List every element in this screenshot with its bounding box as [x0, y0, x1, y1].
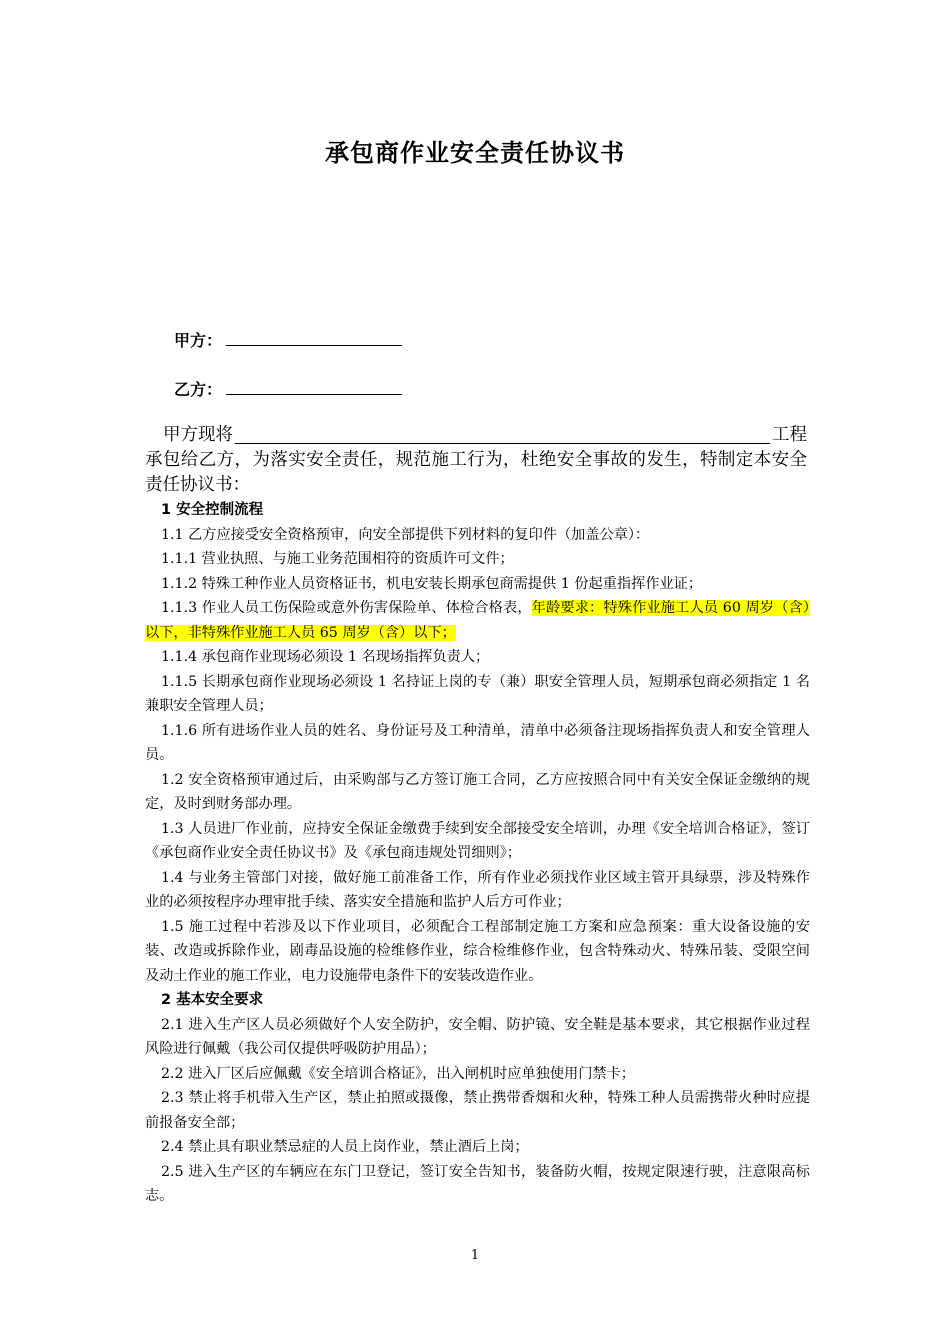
clause-2-5: 2.5 进入生产区的车辆应在东门卫登记，签订安全告知书，装备防火帽，按规定限速行驶，注意限高标志。 — [145, 1163, 810, 1204]
intro-prefix: 甲方现将 — [163, 425, 233, 445]
party-b-row — [174, 377, 402, 400]
clause-1-1-2: 1.1.2 特殊工种作业人员资格证书，机电安装长期承包商需提供 1 份起重指挥作业证； — [161, 575, 703, 592]
clause-1-1-6: 1.1.6 所有进场作业人员的姓名、身份证号及工种清单，清单中必须备注现场指挥负责人和安全管理人员。 — [145, 722, 810, 763]
intro-suffix: 工程 — [772, 425, 807, 445]
clause-1-1-1: 1.1.1 营业执照、与施工业务范围相符的资质许可文件； — [161, 551, 514, 567]
clause-1-1-4: 1.1.4 承包商作业现场必须设 1 名现场指挥负责人； — [161, 649, 490, 665]
clause-1-1: 1.1 乙方应接受安全资格预审，向安全部提供下列材料的复印件（加盖公章）： — [161, 526, 650, 543]
clause-1-1-3-text: 1.1.3 作业人员工伤保险或意外伤害保险单、体检合格表， — [161, 600, 532, 616]
document-body — [145, 498, 810, 1209]
age-requirement-highlight: 年龄要求：特殊作业施工人员 60 周岁（含）以下，非特殊作业施工人员 65 周岁（含）以下； — [145, 600, 810, 641]
clause-1-2: 1.2 安全资格预审通过后，由采购部与乙方签订施工合同，乙方应按照合同中有关安全保证金缴纳的规定，及时到财务部办理。 — [145, 771, 810, 812]
party-b-label: 乙方： — [174, 380, 223, 399]
clause-2-2: 2.2 进入厂区后应佩戴《安全培训合格证》，出入闸机时应单独使用门禁卡； — [161, 1065, 635, 1082]
clause-1-1-5: 1.1.5 长期承包商作业现场必须设 1 名持证上岗的专（兼）职安全管理人员，短期承包商必须指定 1 名兼职安全管理人员； — [145, 673, 810, 714]
clause-2-4: 2.4 禁止具有职业禁忌症的人员上岗作业，禁止酒后上岗； — [161, 1139, 529, 1155]
intro-rest: 承包给乙方，为落实安全责任，规范施工行为，杜绝安全事故的发生，特制定本安全责任协议书： — [145, 450, 807, 495]
clause-1-4: 1.4 与业务主管部门对接，做好施工前准备工作，所有作业必须找作业区域主管开具绿票，涉及特殊作业的必须按程序办理审批手续、落实安全措施和监护人后方可作业； — [145, 869, 810, 910]
clause-1-1-3 — [145, 596, 810, 645]
party-a-row — [174, 328, 402, 351]
party-b-blank — [226, 378, 402, 395]
intro-first-line — [145, 423, 807, 448]
page-number: 1 — [470, 1248, 480, 1263]
project-name-blank — [235, 423, 770, 444]
document-title: 承包商作业安全责任协议书 — [325, 139, 625, 167]
party-a-label: 甲方： — [174, 331, 223, 350]
section-heading-2: 2 基本安全要求 — [161, 992, 264, 1008]
clause-2-3: 2.3 禁止将手机带入生产区，禁止拍照或摄像，禁止携带香烟和火种，特殊工种人员需携带火种时应提前报备安全部； — [145, 1090, 810, 1131]
section-heading-1: 1 安全控制流程 — [161, 502, 264, 518]
clause-1-3: 1.3 人员进厂作业前，应持安全保证金缴费手续到安全部接受安全培训，办理《安全培训合格证》，签订《承包商作业安全责任协议书》及《承包商违规处罚细则》； — [145, 820, 810, 861]
clause-2-1: 2.1 进入生产区人员必须做好个人安全防护，安全帽、防护镜、安全鞋是基本要求，其它根据作业过程风险进行佩戴（我公司仅提供呼吸防护用品）； — [145, 1016, 810, 1057]
intro-paragraph — [145, 423, 807, 498]
party-a-blank — [226, 329, 402, 346]
clause-1-5: 1.5 施工过程中若涉及以下作业项目，必须配合工程部制定施工方案和应急预案：重大设备设施的安装、改造或拆除作业，剧毒品设施的检维修作业，综合检维修作业，包含特殊动火、特殊吊装、受限空间及动土作业的施工作业，电力设施带电条件下的安装改造作业。 — [145, 918, 810, 984]
